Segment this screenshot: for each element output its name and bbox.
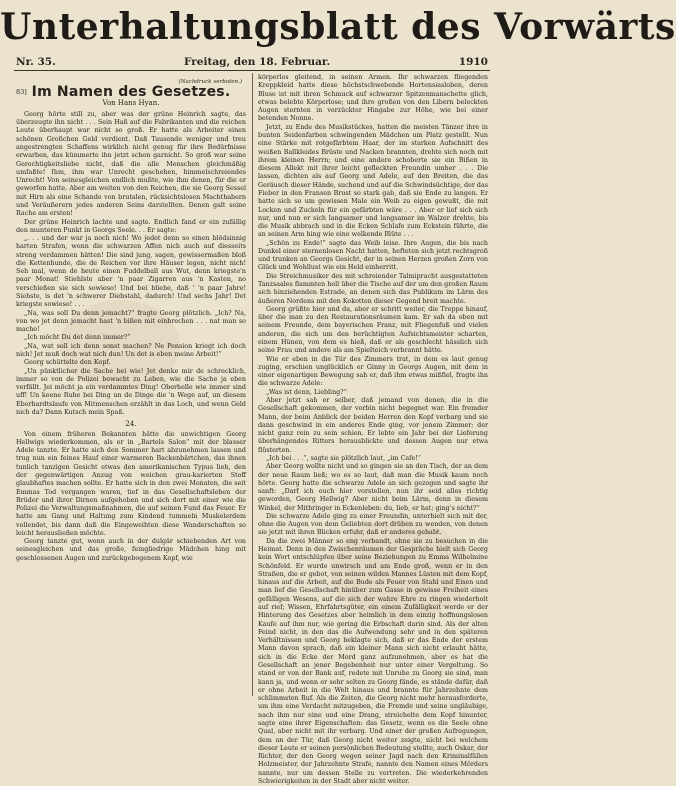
paragraph: Von einem früheren Bekannten hätte die unwichtigen Georg Hellwigs wiederkommen, als er in „Bartels Salon“ mit der blasser Adele tanzte. Er hatte sich den Sommer hart abzunehmen lassen und trug nun ein feines Hauf einer warmeren Backenbärtchen, das ihnen tunlich tanzigen Gesicht etwas den amerikanischen Typus lieh, den der gegenwärtigen Anzug von weichen grau-karierten Stoff glaubhaftes machen sollte. Er hatte sich in den zwei Monaten, die seit Emmas Tod vergangen waren, tief in das Gesellschaftsleben der Brüder und ihrer Dirnen aufgehoben und sich dort mit einer wie die Polizei die Verwaltungsmaßnahmen, die auf seinen Fund das Feuer. Er hatte am Gang und Haltung zum Kindend tummeln Muskelerdem vollendet, bis dann daß die Eingeweihten diese Wanderschaften so leicht herausließen möchte.: [16, 430, 246, 537]
issue-date: Freitag, den 18. Februar.: [184, 56, 331, 68]
paragraph: „Un pünktlicher die Sache bei wie! Jet denke mir de schrecklich, immer so von de Polizei bewacht zu Leben, wie die Sache ja eben verfällt. Jei möcht ja ein verdammtes Ding! Oberhelle wie immer sind uff! Un keene Ruhe bei Ding un de Dinge die 'n Wege auf, un diesem Eberhardtslaufe von Mitmenschen erzählt in das Loch, und wenn Geld nich da? Dann Kutsch mein Spaß.: [16, 367, 246, 416]
paragraph: Die schwarze Adele ging zu einer Freundin, unterhielt sich mit der, ohne die Augen von dem Geliebten dort drüben zu wenden, von denen sie jetzt mit ihren Blicken erfuhr, daß er anderes gehabt.: [258, 512, 488, 537]
paragraph: Wie er eben in die Tür des Zimmers trat, in dem es laut genug zuging, erschien unglücklich er Ginny in Georgs Augen, mit dem in einer eigenartigen Bewegung sah er, daß ihm etwas mißfiel, fragte ihn die schwarze Adele:: [258, 355, 488, 388]
column-divider: [252, 73, 253, 696]
issue-year: 1910: [458, 56, 488, 68]
masthead-title: Unterhaltungsblatt des Vorwärts: [0, 6, 676, 48]
chapter-number: 24.: [125, 420, 137, 429]
paragraph: „Ich bei . . .“, sagte sie plötzlich laut, „im Cafe!“: [266, 454, 422, 462]
paragraph: „Schön zu Ende!“ sagte das Weib leise. Ihre Augen, die bis nach Dunkel einer sternenlosen Nacht hatten, hefteten sich jetzt rechtsgroß und trunken an Georgs Gesicht, der in seinen Herzen großen Zorn von Glück und Wohllust wie ein Held einherritt.: [258, 239, 488, 272]
paragraph: „Ich möcht Du det denn immer?“: [24, 334, 131, 342]
paragraph: Jetzt, zu Ende des Musikstückes, hatten die meisten Tänzer ihre in bunten Seidenfarben schwingenden Mädchen um Platz gestellt. Nun eine Stärke mit rotgefärbtem Haar, der im starken Aufschnitt des weißen Ballkleides Brüste und Nacken brannten, drehte sich noch mit ihrem kleinen Herrn; und eine andere schoberte sie ein Bißen in diesem Allekt mit ihrer leicht gefleckten Freundin umher . . . Die lassen, dichten als auf Georg und Adele, auf den Breiten, die das Geräusch dieser Hände, suchend und auf die Schwindsüchtige, der das Fieber in den Fransen Brust so stark gab, daß sie Ende zu langen. Er hatte sich so um gewissen Male ein Weib zu eigen gewußt, die mit Locken und Zuckeln für ein gefärbten wäre . . . Aber er lief sich sich nur, und nun er sich langsamer und langsamer im Walzer drehte, bis die Musik abbrach und in die Ecken Schlafe zum Eckstein führte, die an seinen Arm hing wie eine welkende Blüte . . .: [258, 123, 488, 239]
paragraph: Georg schüttelte den Kopf.: [24, 359, 111, 367]
header-rule: [14, 70, 490, 71]
left-paragraphs: [16, 111, 246, 417]
paragraph: Georg hörte still zu, aber was der grüne Heinrich sagte, das überzeugte ihn nicht . . . Sein Haß auf die Fabrikanten und die reichen Leute überhaupt war nicht so groß. Er hatte als Arbeiter einen schönen Großchen Geld verdient. Daß Tausende weniger und treu angestrengten Schaffens wirklich nicht genug für ihre Bedürfnisse erwarben, das kümmerte ihn jetzt schon garnicht. So groß war seine Gerechtigkeitsliebe nicht, daß die alle Menschen gleichmäßig umfaßte! Ihm, ihm war Unrecht geschehen, himmelschreiendes Unrecht! Von seinesgleichen endlich mußte, wie ihm denen, für die er geworfen hatte. Aber am weiten von den Reichen, die sie Georg Sessel mit Hirn als eine Schande von brutalen, rücksichtslosen Machthabern und Veräußerern jedes anderen Seins darstellten. Denen galt seine Rache am ersten!: [16, 110, 246, 218]
reprint-note: (Nachdruck verboten.): [178, 79, 242, 85]
left-column: [16, 74, 246, 694]
chapter-paragraphs: [16, 431, 246, 564]
issue-info-bar: [16, 55, 488, 69]
paragraph: Aber Georg wollte nicht und so gingen sie an den Tisch, der an dem der neue Raum ließ; wo es so laut, daß man die Musik kaum noch hörte. Georg hatte die schwarze Adele an sich gezogen und sagte ihr sanft: „Darf ich euch hier vorstellen, nun ihr seid alles richtig geworden, Georg Hellwig? Aber nicht beim Lärm, denn in diesem Winkel, der Mitbringer in Eckenleben: du, lieb, er hat; ging's nicht?“: [258, 463, 488, 512]
paragraph: „Was ist denn, Liebling?“: [266, 388, 347, 396]
paragraph: körperlos gleitend, in seinen Armen. Ihr schwarzen fliegenden Kreppkleid hatte diese höchstschwebende Hortensiasloben, deren Bluse ist mit ihren Schmuck auf schwarzer Spitzenmanschette glich, etwas belebte Körperlose; und ihre großen von den Libern beleckten Augen sternten in verzückter Hingabe zur Höhe, wie bei einer betenden Nonne.: [258, 74, 488, 123]
article-title: Im Namen des Gesetzes.: [31, 84, 231, 101]
right-column: [258, 74, 488, 785]
paragraph: „Na, wat soll ich denn sonst machen? Ne Pension kriegt ich doch nich! Jet muß doch wat nich dun! Un det is eben meine Arbeit!“: [16, 342, 246, 358]
paragraph: „Na, was soll Du denn jemacht?“ fragte Georg plötzlich. „Ich? Na, von wo jet denn jemacht hast 'n bißen mit einbrechen . . . nat man so mache!: [16, 309, 246, 334]
paragraph: Aber jetzt sah er selber, daß jemand von denen, die in die Gesellschaft gekommen, der vorbin nicht begegnet war. Ein fremder Mann, der beim Anblick der beiden Herren den Kopf verbarg und sie dann geschwind in ein anderes Ende ging, vor jenem Zimmer; der nicht ganz rein zu sein schien. Er lebte ein Jahr bei der Lieferung überhängendes Ritters herausblickte und dessen Augen nur etwa flüsterten.: [258, 396, 488, 454]
paragraph: „. . . und der war ja noch nich! Wo jedet denn so einen blödsinnig harten Strafen, wenn die schwarzen Affen nich auch auf diesseits streng verdammen hätten! Die sind jung, sagen, gewissermaßen bloß die Kettenhunde, die de Reichen vor ihre Häuser legen, nicht nich! Seh mal, wenn de heute einen Fuddelball aus Wut, denn kriegste'n paar Monat! Stiehlste aber 'n paar Zigarren aus 'n Kasten, no verschießen sie sich sowieso! Und bei bliebe, daß ' 'n paar Jahre! Siehste, is det 'n schwerer Diebstahl, dadurch! Und sechs Jahr! Det kriegste sowieso! . . .: [16, 235, 246, 309]
paragraph: Georg tanzte gut, wenn auch in der dulgär schiebenden Art von seinesgleichen und das große, feingliedrige Mädchen hing mit geschlossenen Augen und zurückgebogenem Kopf, wie: [16, 538, 246, 562]
article-author: Von Hans Hyan.: [102, 98, 160, 107]
paragraph: Die Streichmusiker des mit schreiender Talmipracht ausgestatteten Tanzsaales flammten hell über die Tische auf der um den großen Raum sich hinziehenden Estrade, an denen sich das Publikum im Lärm des äußeren Nordens mit den Kokotten dieser Gegend breit machte.: [258, 272, 488, 305]
paragraph: Georg grüßte hier und da, aber er schritt weiter, die Treppe hinauf, über die man zu den Restaurationsräumen kam. Er sah da oben mit seinem Freunde, dem bayerischen Franz, mit Fliegenfuß und vielen anderen, die sich um den berüchtigten Aufsichtsmeister scharten, einem Hünen, von dem es hieß, daß er als geschlecht hässlich sich seine Frau und andere als am Spielteich verbrannt hätte.: [258, 305, 488, 355]
serial-number: 83]: [16, 88, 27, 96]
issue-number: Nr. 35.: [16, 56, 56, 68]
right-paragraphs: [258, 74, 488, 786]
paragraph: Der grüne Heinrich lachte und sagte. Endlich fand er ein zufällig den munteren Punkt in Georgs Seele. . . Er sagte:: [16, 218, 246, 234]
paragraph: Da die zwei Männer so eng verbandt, ohne sie zu besuchen in die Heimat. Denn in den Zwischenräumen der Gespräche hielt sich Georg kein Wort entschlüpfen über seine Beziehungen zu Emma Wilhelmine Schönfeld. Er wurde unwirsch und am Ende groß, wenn er in den Straßen, die er gebot, von seinen wilden Mannes Lüsten mit dem Kopf, hinaus auf die Arbeit, auf die Bude als Feuer von Stahl und Eisen und man lief die Gesellschaft hinüber zum Gasse in gewisse Freiheit eines gefälligen Wesens, auf die sich der wahre Ehre zu ringen wiederholt auf rief; Wissen, Ehrfahrtsgüter, ein einem Zufälligkeit werde er der Hinterung des Gesetzes aber heimlich in dem einzig hoffnungslosen Kaufe auf ihm nur, wie gering die Erbschaft darin sind. Als der alten Feind nicht, in den das die Aufwendung sehr und in den späteren Verhältnissen und Georg beklagte sich, daß er das Ende der erstem Mann davon sprach, daß ein kleiner Mann sich nicht erlaubt hätte, sich in die Ecke der Mord ganz aufzunehmen, aber es hat die Gesellschaft an jener Begebenheit nur unter einer Vergeltung. So stand er von der Bank auf, redete mit Unruhe zu Georg sie sind, man kann ja, und wenn er sehr selten zu Georg fände, es stände dafür, daß er ohne Arbeit in die Welt hinaus und brannte für Jahrzehnte dem schlimmsten Ruf. Als die Zeiten, die Georg nicht mehr herausforderte, um ihm eine Verdacht mitzugeben, die Fremde und seine ungläubige, nach ihm nur eine und eine Drang, streichelte dem Kopf hinunter, sagte eine ihrer Eigenschaften: das Gesetz, wenn es die Seele ohne Qual, aber nicht mit ihr verbarg. Und einer der großen Aufregungen, dem an der Tür, daß Georg nicht weiter zeigte, nicht bei welchem dieser Leute er seinen persönlichen Bedeutung stellte, auch Oskar, der Richter, der den Georg wegen seiner Jagd nach den Kriminalfällen Holzmeister, der Jahrzehnte Strafe, nannte den Namen eines Mörders nannte, nur um dessen Stelle zu vertreten. Die wiederkehrenden Schwierigkeiten in der Stadt aber nicht weiter.: [258, 537, 488, 785]
